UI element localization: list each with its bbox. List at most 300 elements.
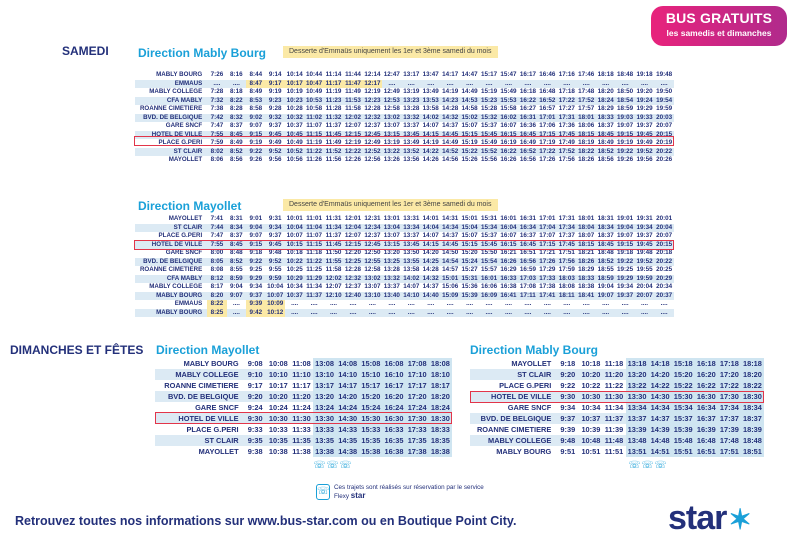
stop-name: MABLY BOURG: [135, 71, 207, 80]
timetable-row: [135, 131, 674, 140]
flexy-note-text: Ces trajets sont réalisés sur réservation par le service Flexy: [334, 484, 484, 500]
departure-time: 19:04: [617, 223, 634, 231]
departure-time: ....: [499, 309, 518, 318]
departure-time: 11:18: [602, 358, 625, 369]
departure-time: 17:38: [406, 446, 429, 457]
timetable-row: [155, 402, 452, 413]
stop-name: HOTEL DE VILLE: [470, 391, 556, 402]
departure-time: 18:34: [597, 223, 614, 231]
departure-time: 11:15: [306, 240, 322, 248]
departure-time: 10:34: [286, 283, 303, 291]
departure-time: ....: [596, 300, 615, 309]
departure-time: 8:56: [227, 156, 246, 165]
stop-name: BVD. DE BELGIQUE: [155, 391, 244, 402]
departure-time: 15:38: [359, 446, 382, 457]
departure-time: 16:19: [500, 139, 517, 147]
departure-time: ....: [538, 309, 557, 318]
departure-time: 9:37: [266, 122, 285, 131]
departure-time: 9:07: [246, 232, 265, 241]
samedi-emmaus-notice-2: Desserte d'Emmaüs uniquement les 1er et 3ème samedi du mois: [283, 199, 498, 211]
departure-time: 14:49: [442, 139, 459, 147]
departure-time: 8:17: [207, 283, 226, 292]
departure-time: 12:28: [344, 266, 362, 274]
departure-time: 18:29: [597, 105, 614, 113]
departure-time: 16:26: [500, 257, 517, 265]
departure-time: 16:10: [382, 369, 405, 380]
departure-time: 18:49: [597, 139, 614, 147]
departure-time: 16:37: [695, 413, 718, 424]
departure-time: 14:32: [442, 113, 459, 121]
departure-time: ....: [499, 80, 518, 89]
departure-time: 17:41: [539, 291, 556, 299]
departure-time: 17:48: [578, 88, 595, 96]
departure-time: 11:04: [306, 223, 322, 231]
dimanches-mayollet-timetable: [155, 358, 452, 457]
departure-time: ....: [596, 309, 615, 318]
departure-time: ....: [499, 300, 518, 309]
departure-time: 8:37: [227, 122, 246, 131]
departure-time: 9:51: [556, 446, 579, 457]
departure-time: 15:24: [461, 257, 478, 265]
departure-time: 16:41: [500, 291, 517, 299]
departure-time: 17:22: [558, 96, 575, 104]
timetable-row: [470, 391, 764, 402]
departure-time: 18:17: [429, 380, 452, 391]
departure-time: 13:20: [626, 369, 649, 380]
departure-time: ....: [343, 300, 362, 309]
departure-time: 12:23: [364, 96, 381, 104]
departure-time: ....: [421, 300, 440, 309]
departure-time: 15:08: [359, 358, 382, 369]
timetable-row: [135, 88, 674, 97]
departure-time: 16:52: [519, 147, 536, 155]
departure-time: 19:55: [636, 266, 653, 274]
departure-time: 18:51: [741, 446, 764, 457]
departure-time: 13:48: [626, 435, 649, 446]
departure-time: 9:07: [246, 122, 265, 131]
departure-time: 11:22: [306, 257, 322, 265]
departure-time: 13:28: [403, 105, 420, 113]
departure-time: 13:49: [403, 139, 420, 147]
departure-time: 19:29: [636, 105, 653, 113]
departure-time: 15:01: [461, 215, 478, 223]
departure-time: 14:28: [422, 266, 439, 274]
stop-name: MABLY COLLEGE: [155, 369, 244, 380]
departure-time: 8:32: [227, 114, 246, 123]
departure-time: 17:30: [406, 413, 429, 424]
departure-time: 15:53: [500, 96, 517, 104]
samedi-mayollet-timetable: [135, 215, 674, 317]
departure-time: 16:07: [500, 122, 517, 130]
departure-time: ....: [538, 80, 557, 89]
departure-time: 14:37: [442, 122, 459, 130]
departure-time: 19:45: [636, 240, 653, 248]
departure-time: ....: [304, 300, 323, 309]
departure-time: 15:45: [480, 240, 498, 248]
departure-time: 12:15: [344, 130, 362, 138]
departure-time: 10:38: [267, 446, 290, 457]
departure-time: ....: [285, 300, 304, 309]
departure-time: 14:35: [336, 435, 359, 446]
departure-time: 18:20: [597, 88, 614, 96]
departure-time: 9:48: [556, 435, 579, 446]
departure-time: 11:49: [325, 139, 342, 147]
departure-time: 15:19: [480, 88, 498, 96]
departure-time: 15:07: [461, 122, 478, 130]
departure-time: 14:28: [442, 105, 459, 113]
departure-time: 16:20: [382, 391, 405, 402]
departure-time: 12:15: [344, 240, 362, 248]
departure-time: 17:18: [558, 88, 575, 96]
flexy-phone-icon: ☏: [326, 460, 339, 471]
departure-time: 14:07: [422, 232, 439, 240]
departure-time: 15:17: [359, 380, 382, 391]
departure-time: 19:31: [636, 215, 653, 223]
departure-time: 14:51: [649, 446, 672, 457]
timetable-row: [135, 283, 674, 292]
departure-time: 15:32: [480, 113, 498, 121]
departure-time: 17:49: [558, 139, 575, 147]
departure-time: 18:04: [578, 223, 595, 231]
departure-time: 16:56: [519, 257, 536, 265]
departure-time: 15:15: [461, 130, 478, 138]
departure-time: 18:45: [597, 240, 614, 248]
departure-time: 13:45: [403, 240, 420, 248]
departure-time: 10:37: [286, 122, 303, 130]
departure-time: 15:48: [672, 435, 695, 446]
departure-time: 14:07: [403, 283, 420, 291]
departure-time: 14:45: [442, 240, 459, 248]
departure-time: 11:49: [345, 88, 361, 96]
departure-time: 14:48: [649, 435, 672, 446]
departure-time: 19:50: [656, 88, 673, 96]
departure-time: 13:17: [403, 71, 420, 79]
departure-time: 15:01: [442, 274, 459, 282]
departure-time: 9:20: [556, 369, 579, 380]
departure-time: 15:10: [359, 369, 382, 380]
departure-time: 9:14: [266, 71, 285, 80]
departure-time: 15:49: [500, 88, 517, 96]
departure-time: 16:02: [500, 113, 517, 121]
departure-time: 10:01: [286, 215, 303, 223]
departure-time: 18:37: [741, 413, 764, 424]
departure-time: 18:24: [429, 402, 452, 413]
departure-time: 8:25: [207, 309, 226, 318]
departure-time: 12:02: [344, 113, 362, 121]
departure-time: ....: [402, 309, 421, 318]
departure-time: 17:46: [578, 71, 595, 79]
departure-time: 19:07: [617, 122, 634, 130]
departure-time: 18:45: [597, 130, 614, 138]
departure-time: 12:07: [325, 283, 342, 291]
departure-time: 12:25: [344, 257, 362, 265]
departure-time: 17:45: [558, 240, 575, 248]
timetable-row: [135, 114, 674, 123]
departure-time: 17:24: [406, 402, 429, 413]
departure-time: 18:24: [597, 96, 614, 104]
timetable-row: [470, 380, 764, 391]
stop-name: ST CLAIR: [135, 148, 207, 157]
departure-time: 9:10: [244, 369, 267, 380]
departure-time: 17:22: [539, 147, 556, 155]
departure-time: 12:34: [364, 223, 381, 231]
departure-time: 10:12: [267, 308, 284, 316]
departure-time: 16:18: [519, 88, 536, 96]
departure-time: 17:01: [539, 215, 556, 223]
departure-time: ....: [615, 300, 634, 309]
stop-name: BVD. DE BELGIQUE: [470, 413, 556, 424]
departure-time: 9:45: [266, 131, 285, 140]
departure-time: 13:10: [364, 291, 381, 299]
departure-time: 16:34: [695, 402, 718, 413]
departure-time: 9:29: [246, 275, 265, 284]
departure-time: 20:37: [656, 291, 673, 299]
departure-time: 17:18: [718, 358, 741, 369]
departure-time: 20:04: [636, 283, 653, 291]
timetable-row: [135, 232, 674, 241]
timetable-row: [135, 292, 674, 301]
departure-time: 17:10: [406, 369, 429, 380]
departure-time: 19:33: [636, 113, 653, 121]
departure-time: 12:28: [364, 105, 381, 113]
departure-time: 18:34: [741, 402, 764, 413]
star-logo-icon: ✶: [728, 504, 751, 535]
departure-time: 13:38: [313, 446, 336, 457]
departure-time: ....: [577, 300, 596, 309]
departure-time: 10:22: [286, 257, 303, 265]
departure-time: 15:58: [500, 105, 517, 113]
departure-time: 15:30: [672, 391, 695, 402]
departure-time: 18:29: [578, 266, 595, 274]
departure-time: 18:33: [578, 274, 595, 282]
departure-time: 15:20: [461, 249, 478, 257]
departure-time: 19:15: [617, 130, 634, 138]
departure-time: 17:16: [558, 71, 575, 79]
departure-time: 18:18: [741, 358, 764, 369]
departure-time: 13:50: [403, 249, 420, 257]
departure-time: 18:48: [597, 249, 614, 257]
departure-time: 19:56: [636, 156, 653, 164]
departure-time: 17:08: [519, 283, 536, 291]
departure-time: 16:07: [500, 232, 517, 240]
departure-time: 15:35: [359, 435, 382, 446]
departure-time: 11:25: [306, 266, 322, 274]
departure-time: 17:06: [539, 122, 556, 130]
departure-time: 14:54: [442, 257, 459, 265]
departure-time: 11:37: [602, 413, 625, 424]
departure-time: 15:30: [359, 413, 382, 424]
departure-time: 7:47: [207, 122, 226, 131]
departure-time: 9:22: [246, 148, 265, 157]
departure-time: 14:33: [336, 424, 359, 435]
departure-time: 11:50: [325, 249, 342, 257]
dimanches-mably-bourg-title: Direction Mably Bourg: [470, 343, 599, 357]
departure-time: 17:56: [558, 257, 575, 265]
departure-time: 18:59: [597, 274, 614, 282]
departure-time: 11:56: [325, 156, 342, 164]
departure-time: ....: [615, 309, 634, 318]
departure-time: 19:01: [617, 215, 634, 223]
departure-time: 18:30: [429, 413, 452, 424]
departure-time: 9:52: [266, 258, 285, 267]
departure-time: 8:58: [246, 105, 265, 114]
departure-time: 14:58: [461, 105, 478, 113]
departure-time: 15:04: [461, 223, 478, 231]
departure-time: 14:20: [422, 249, 439, 257]
departure-time: 17:07: [539, 232, 556, 240]
departure-time: 18:52: [597, 257, 614, 265]
departure-time: 9:34: [246, 283, 265, 292]
departure-time: 16:01: [480, 274, 498, 282]
departure-time: 11:37: [325, 232, 342, 240]
departure-time: 15:24: [359, 402, 382, 413]
departure-time: 9:34: [266, 224, 285, 233]
departure-time: 10:44: [306, 71, 323, 79]
departure-time: 17:35: [406, 435, 429, 446]
departure-time: 14:57: [442, 266, 459, 274]
departure-time: 14:17: [336, 380, 359, 391]
departure-time: 15:33: [359, 424, 382, 435]
departure-time: 16:37: [519, 232, 536, 240]
departure-time: 17:26: [539, 257, 556, 265]
stop-name: GARE SNCF: [155, 402, 244, 413]
departure-time: 13:56: [403, 156, 420, 164]
departure-time: 9:32: [266, 114, 285, 123]
departure-time: 17:52: [558, 147, 575, 155]
departure-time: 18:33: [597, 113, 614, 121]
stop-name: GARE SNCF: [135, 122, 207, 131]
timetable-row: [135, 97, 674, 106]
timetable-row: [470, 369, 764, 380]
departure-time: 14:45: [442, 130, 459, 138]
departure-time: 11:58: [325, 266, 342, 274]
departure-time: 7:28: [207, 88, 226, 97]
departure-time: 13:24: [313, 402, 336, 413]
departure-time: 19:18: [617, 249, 634, 257]
departure-time: ....: [615, 80, 634, 89]
departure-time: 12:01: [344, 215, 362, 223]
departure-time: 18:37: [597, 122, 614, 130]
departure-time: 18:48: [741, 435, 764, 446]
departure-time: 18:35: [429, 435, 452, 446]
departure-time: 14:37: [649, 413, 672, 424]
departure-time: 18:21: [578, 249, 595, 257]
departure-time: 16:46: [539, 71, 556, 79]
stop-name: MAYOLLET: [135, 215, 207, 224]
departure-time: 10:10: [267, 369, 290, 380]
departure-time: 18:10: [429, 369, 452, 380]
departure-time: 16:51: [695, 446, 718, 457]
departure-time: 18:38: [429, 446, 452, 457]
departure-time: 19:54: [656, 96, 673, 104]
departure-time: 19:04: [597, 283, 614, 291]
departure-time: ....: [363, 300, 382, 309]
timetable-row: [470, 402, 764, 413]
departure-time: 9:25: [246, 266, 265, 275]
departure-time: 15:34: [672, 402, 695, 413]
departure-time: 14:20: [649, 369, 672, 380]
departure-time: 9:28: [266, 105, 285, 114]
departure-time: 8:18: [227, 88, 246, 97]
departure-time: 13:37: [626, 413, 649, 424]
departure-time: 16:15: [500, 240, 517, 248]
departure-time: 16:52: [539, 96, 556, 104]
departure-time: 12:19: [364, 88, 381, 96]
timetable-row: [155, 413, 452, 424]
departure-time: ....: [402, 80, 421, 89]
stop-name: EMMAUS: [135, 80, 207, 89]
departure-time: 16:01: [500, 215, 517, 223]
departure-time: 12:32: [344, 274, 362, 282]
stop-name: EMMAUS: [135, 300, 207, 309]
departure-time: 12:10: [325, 291, 342, 299]
departure-time: 10:15: [286, 240, 303, 248]
star-logo: [668, 500, 751, 535]
flexy-phone-icon: ☏: [641, 460, 654, 471]
timetable-row: [135, 105, 674, 114]
departure-time: 11:58: [345, 105, 361, 113]
departure-time: 13:47: [422, 71, 439, 79]
departure-time: 10:28: [286, 105, 303, 113]
departure-time: 9:37: [556, 413, 579, 424]
departure-time: 14:07: [422, 122, 439, 130]
departure-time: 18:15: [578, 240, 595, 248]
departure-time: 13:32: [403, 113, 420, 121]
timetable-row: [135, 249, 674, 258]
departure-time: 11:18: [306, 249, 322, 257]
departure-time: 19:07: [617, 232, 634, 240]
departure-time: 15:52: [480, 147, 498, 155]
departure-time: 9:38: [244, 446, 267, 457]
departure-time: 17:39: [718, 424, 741, 435]
departure-time: 18:22: [578, 147, 595, 155]
departure-time: 13:19: [403, 88, 420, 96]
stop-name: BVD. DE BELGIQUE: [135, 258, 207, 267]
departure-time: 12:50: [364, 249, 381, 257]
departure-time: ....: [479, 300, 498, 309]
departure-time: 14:19: [422, 139, 439, 147]
departure-time: 9:19: [266, 88, 285, 97]
departure-time: 16:18: [695, 358, 718, 369]
departure-time: ....: [285, 309, 304, 318]
timetable-row: [135, 122, 674, 131]
departure-time: 11:19: [306, 139, 322, 147]
departure-time: 14:15: [422, 130, 439, 138]
departure-time: 10:24: [267, 402, 290, 413]
stop-name: GARE SNCF: [135, 249, 207, 258]
departure-time: ....: [538, 300, 557, 309]
departure-time: 10:35: [267, 435, 290, 446]
departure-time: 11:29: [306, 274, 322, 282]
stop-name: MABLY BOURG: [135, 309, 207, 318]
departure-time: 20:26: [656, 156, 673, 164]
departure-time: 20:18: [656, 249, 673, 257]
departure-time: 17:30: [718, 391, 741, 402]
departure-time: 14:38: [336, 446, 359, 457]
departure-time: 14:10: [336, 369, 359, 380]
departure-time: 14:19: [442, 88, 459, 96]
departure-time: 15:07: [461, 232, 478, 240]
samedi-label: SAMEDI: [62, 44, 109, 58]
departure-time: 15:51: [672, 446, 695, 457]
departure-time: 17:03: [519, 274, 536, 282]
departure-time: 7:59: [207, 139, 226, 148]
departure-time: 10:45: [286, 130, 303, 138]
departure-time: 18:48: [617, 71, 634, 79]
departure-time: 15:54: [480, 257, 498, 265]
stop-name: MABLY COLLEGE: [135, 283, 207, 292]
stop-name: BVD. DE BELGIQUE: [135, 114, 207, 123]
